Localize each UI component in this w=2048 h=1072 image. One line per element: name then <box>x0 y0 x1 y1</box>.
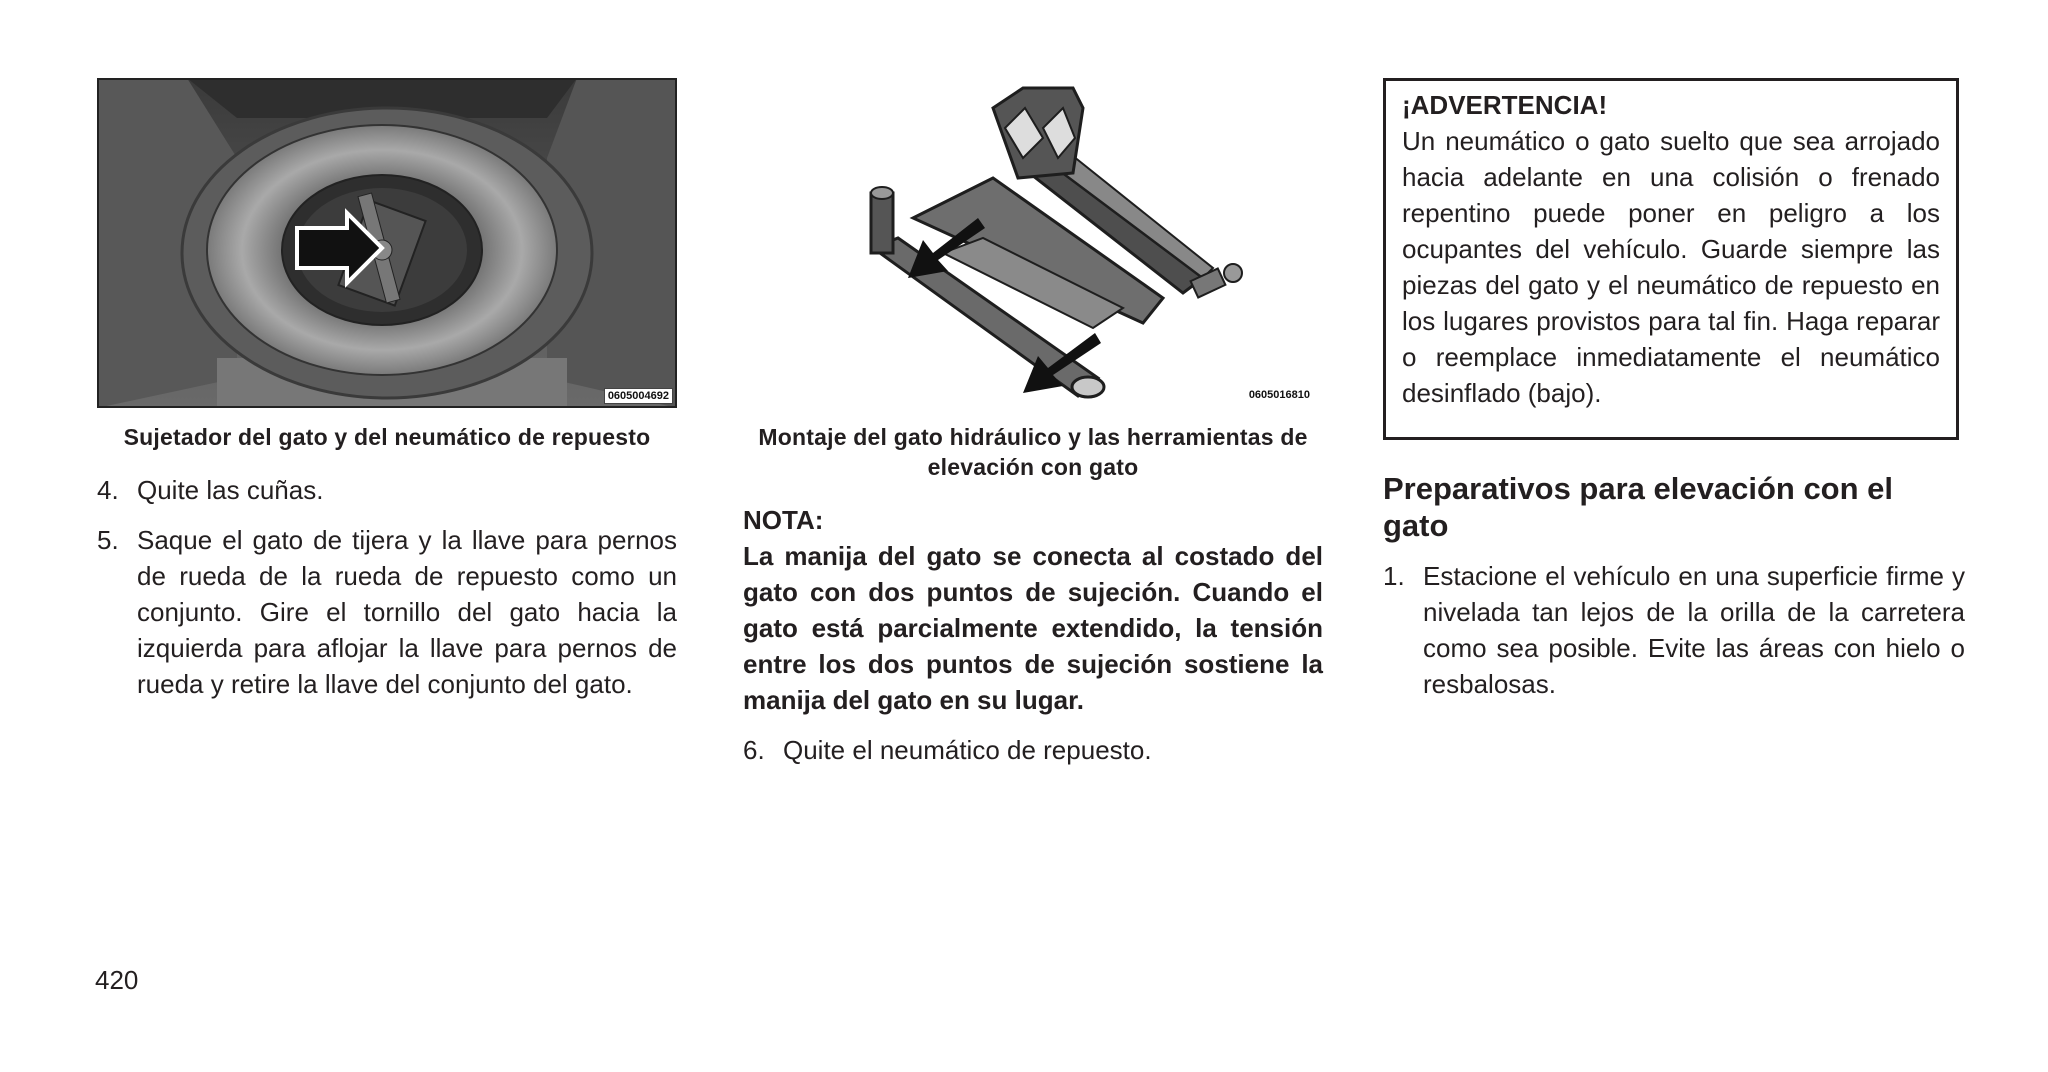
step-number: 5. <box>97 525 119 555</box>
step-text: Estacione el vehículo en una superficie firme y nivelada tan lejos de la orilla de la carretera como sea posible. Evite las áreas con hielo o resbalosas. <box>1423 561 1965 699</box>
list-item <box>743 732 1323 768</box>
note-label: NOTA: <box>743 505 824 535</box>
figure-caption: Sujetador del gato y del neumático de repuesto <box>123 424 651 450</box>
figure-caption: Montaje del gato hidráulico y las herramientas de elevación con gato <box>758 424 1308 480</box>
step-text: Quite el neumático de repuesto. <box>783 735 1152 765</box>
page-number: 420 <box>95 965 139 995</box>
list-item <box>1383 558 1965 702</box>
jack-figure <box>743 78 1323 408</box>
scissor-jack-illustration <box>743 78 1323 408</box>
spare-tire-figure <box>97 78 677 408</box>
warning-title: ¡ADVERTENCIA! <box>1402 90 1608 120</box>
step-number: 1. <box>1383 561 1405 591</box>
figure-code: 0605004692 <box>604 388 673 404</box>
right-column <box>1383 78 1965 702</box>
section-heading: Preparativos para elevación con el gato <box>1383 471 1894 543</box>
step-number: 6. <box>743 735 765 765</box>
middle-column <box>743 78 1323 768</box>
step-text: Quite las cuñas. <box>137 475 324 505</box>
list-item <box>97 522 677 702</box>
warning-text: Un neumático o gato suelto que sea arrojado hacia adelante en una colisión o frenado repentino puede poner en peligro a los ocupantes del vehículo. Guarde siempre las piezas del gato y el neumático de repuesto en los lugares provistos para tal fin. Haga reparar o reemplace inmediatamente el neumático desinflado (bajo). <box>1402 126 1940 408</box>
figure-code: 0605016810 <box>1248 389 1310 401</box>
step-text: Saque el gato de tijera y la llave para pernos de rueda de la rueda de repuesto como un conjunto. Gire el tornillo del gato hacia la izquierda para aflojar la llave para pernos de rueda y retire la llave del conjunto del gato. <box>137 525 677 699</box>
step-number: 4. <box>97 475 119 505</box>
left-column <box>97 78 677 702</box>
spare-tire-trunk-illustration <box>97 78 677 408</box>
warning-box <box>1383 78 1959 440</box>
note-text: La manija del gato se conecta al costado del gato con dos puntos de sujeción. Cuando el gato está parcialmente extendido, la tensión entre los dos puntos de sujeción sostiene la manija del gato en su lugar. <box>743 541 1323 715</box>
list-item <box>97 472 677 508</box>
